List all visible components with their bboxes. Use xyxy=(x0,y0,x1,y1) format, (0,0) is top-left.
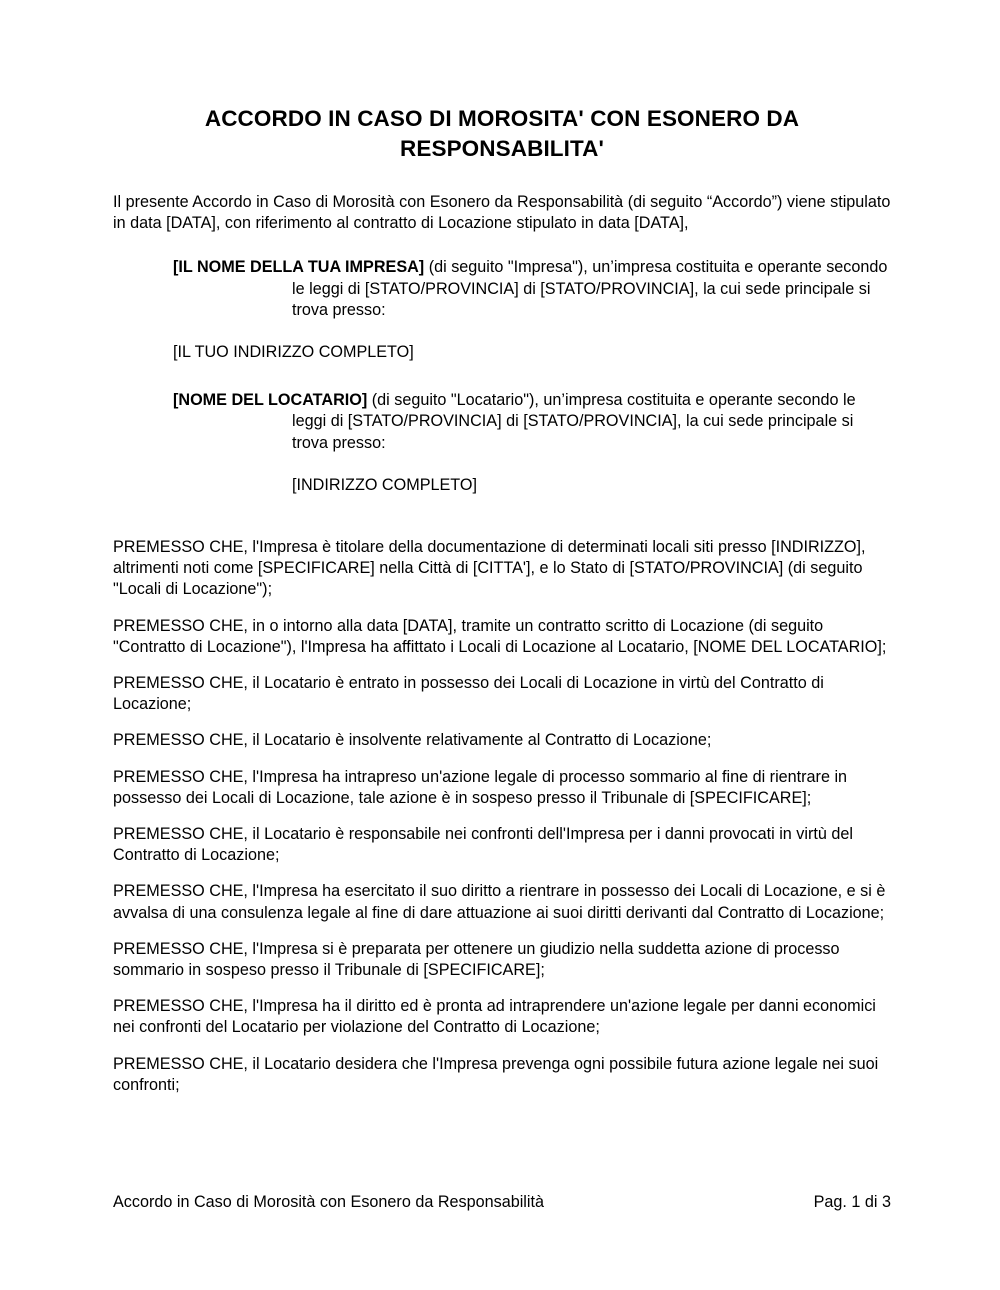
party-block-landlord xyxy=(113,257,891,363)
recital-paragraph: PREMESSO CHE, il Locatario è insolvente relativamente al Contratto di Locazione; xyxy=(113,731,712,750)
intro-paragraph: Il presente Accordo in Caso di Morosità con Esonero da Responsabilità (di seguito “Accordo”) viene stipulato in data [DATA], con riferimento al contratto di Locazione stipulato in data [DATA], xyxy=(113,193,891,233)
party-row xyxy=(113,390,891,454)
party-name-company: [IL NOME DELLA TUA IMPRESA] xyxy=(173,258,425,277)
footer-document-name: Accordo in Caso di Morosità con Esonero da Responsabilità xyxy=(113,1193,545,1211)
recital-paragraph: PREMESSO CHE, l'Impresa ha il diritto ed è pronta ad intraprendere un'azione legale per danni economici nei confronti del Locatario per violazione del Contratto di Locazione; xyxy=(113,997,876,1037)
recital-paragraph: PREMESSO CHE, l'Impresa è titolare della documentazione di determinati locali siti presso [INDIRIZZO], altrimenti noti come [SPECIFICARE] nella Città di [CITTA'], e lo Stato di [STATO/PROVINCIA] (di seguito "Locali di Locazione"); xyxy=(113,538,866,599)
party-description-tenant: (di seguito "Locatario"), un’impresa costituita e operante secondo le leggi di [STATO/PROVINCIA] di [STATO/PROVINCIA], la cui sede principale si trova presso: xyxy=(292,391,856,452)
footer-page-number: Pag. 1 di 3 xyxy=(813,1193,891,1211)
document-content xyxy=(113,104,891,1111)
party-description-company: (di seguito "Impresa"), un’impresa costituita e operante secondo le leggi di [STATO/PROVINCIA] di [STATO/PROVINCIA], la cui sede principale si trova presso: xyxy=(292,258,888,319)
page-title: ACCORDO IN CASO DI MOROSITA' CON ESONERO DA RESPONSABILITA' xyxy=(204,106,800,161)
recital-paragraph: PREMESSO CHE, in o intorno alla data [DATA], tramite un contratto scritto di Locazione (di seguito "Contratto di Locazione"), l'Impresa ha affittato i Locali di Locazione al Locatario, [NOME DEL LOCATARIO]; xyxy=(113,616,887,656)
party-address-tenant: [INDIRIZZO COMPLETO] xyxy=(292,475,477,494)
recitals-section xyxy=(113,537,891,1096)
page-footer xyxy=(113,1192,891,1212)
party-block-tenant xyxy=(113,390,891,496)
party-label-tra xyxy=(113,257,173,278)
party-row xyxy=(113,257,891,321)
party-label-e xyxy=(113,390,173,411)
recital-paragraph: PREMESSO CHE, il Locatario desidera che l'Impresa prevenga ogni possibile futura azione legale nei suoi confronti; xyxy=(113,1054,879,1094)
party-address-company: [IL TUO INDIRIZZO COMPLETO] xyxy=(173,343,414,362)
recital-paragraph: PREMESSO CHE, l'Impresa si è preparata per ottenere un giudizio nella suddetta azione di processo sommario in sospeso presso il Tribunale di [SPECIFICARE]; xyxy=(113,939,840,980)
section-spacer xyxy=(113,363,891,390)
recital-paragraph: PREMESSO CHE, l'Impresa ha esercitato il suo diritto a rientrare in possesso dei Locali di Locazione, e si è avvalsa di una consulenza legale al fine di dare attuazione ai suoi diritti derivanti dal Contratto di Locazione; xyxy=(113,882,886,922)
recital-paragraph: PREMESSO CHE, il Locatario è responsabile nei confronti dell'Impresa per i danni provocati in virtù del Contratto di Locazione; xyxy=(113,825,853,865)
party-name-tenant: [NOME DEL LOCATARIO] xyxy=(173,391,368,410)
recital-paragraph: PREMESSO CHE, il Locatario è entrato in possesso dei Locali di Locazione in virtù del Contratto di Locazione; xyxy=(113,674,824,714)
recital-paragraph: PREMESSO CHE, l'Impresa ha intrapreso un'azione legale di processo sommario al fine di rientrare in possesso dei Locali di Locazione, tale azione è in sospeso presso il Tribunale di [SPECIFICARE]; xyxy=(113,767,848,807)
